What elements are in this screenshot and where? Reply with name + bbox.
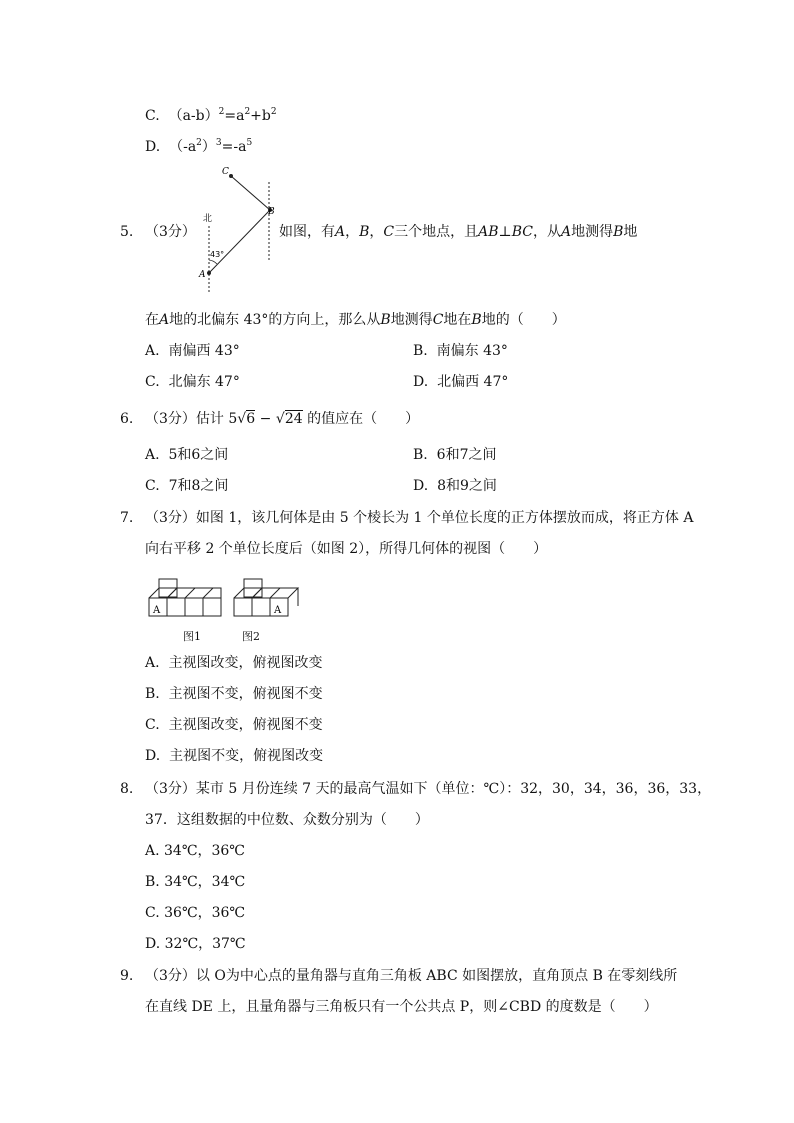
q7-number: 7. [120, 510, 134, 526]
q7-stem-line2: 向右平移 2 个单位长度后（如图 2），所得几何体的视图（ ） [145, 541, 548, 557]
fig2-cube-a-label: A [274, 605, 282, 616]
q9-stem-line2: 在直线 DE 上，且量角器与三角板只有一个公共点 P，则∠CBD 的度数是（ ） [145, 999, 658, 1015]
q5-stem-line2: 在A地的北偏东 43°的方向上，那么从B地测得C地在B地的（ ） [145, 312, 566, 328]
point-c-label: C [222, 167, 229, 177]
q6-number: 6. [120, 411, 134, 427]
q6-option-c[interactable]: C. 7和8之间 [145, 478, 229, 494]
q5-option-d[interactable]: D. 北偏西 47° [413, 374, 509, 390]
q8-option-a[interactable]: A. 34℃，36℃ [145, 843, 245, 859]
q8-option-b[interactable]: B. 34℃，34℃ [145, 874, 246, 890]
q6-option-a[interactable]: A. 5和6之间 [145, 447, 229, 463]
fig1-cube-a-label: A [153, 605, 161, 616]
q8-stem-line1: （3分）某市 5 月份连续 7 天的最高气温如下（单位：℃）：32，30，34，36，36，33， [145, 781, 712, 797]
q8-option-d[interactable]: D. 32℃，37℃ [145, 936, 246, 952]
q6-stem: （3分）估计 5 √ 6 − √ 24 的值应在（ ） [145, 411, 420, 427]
q6-option-d[interactable]: D. 8和9之间 [413, 478, 497, 494]
sqrt-6: √ 6 [237, 411, 256, 427]
q7-option-d[interactable]: D. 主视图不变，俯视图改变 [145, 748, 324, 764]
q9-number: 9. [120, 968, 134, 984]
fig2-caption: 图2 [242, 630, 260, 643]
q5-score: （3分） [145, 224, 196, 240]
sqrt-24: √ 24 [275, 411, 303, 427]
q8-stem-line2: 37．这组数据的中位数、众数分别为（ ） [145, 812, 429, 828]
q7-stem-line1: （3分）如图 1，该几何体是由 5 个棱长为 1 个单位长度的正方体摆放而成，将正方体 A [145, 510, 694, 526]
point-b-label: B [268, 207, 275, 217]
q9-stem-line1: （3分）以 O为中心点的量角器与直角三角板 ABC 如图摆放，直角顶点 B 在零刻线所 [145, 968, 678, 984]
q5-option-c[interactable]: C. 北偏东 47° [145, 374, 240, 390]
q5-option-b[interactable]: B. 南偏东 43° [413, 343, 508, 359]
point-a-label: A [199, 270, 206, 280]
q8-option-c[interactable]: C. 36℃，36℃ [145, 905, 246, 921]
q5-stem-line1: 如图，有A，B，C三个地点，且AB⊥BC，从A地测得B地 [279, 224, 638, 240]
q7-option-a[interactable]: A. 主视图改变，俯视图改变 [145, 655, 323, 671]
north-label: 北 [203, 214, 213, 224]
q4-option-c[interactable]: C. $(a-b)^2=a^2+b^2$ [145, 107, 277, 124]
q6-option-b[interactable]: B. 6和7之间 [413, 447, 497, 463]
q5-option-a[interactable]: A. 南偏西 43° [145, 343, 240, 359]
fig1-caption: 图1 [183, 630, 201, 643]
q8-number: 8. [120, 781, 134, 797]
q7-option-c[interactable]: C. 主视图改变，俯视图不变 [145, 717, 323, 733]
q4-option-d[interactable]: D. $(-a^2)^3=-a^5$ [145, 138, 253, 155]
q7-option-b[interactable]: B. 主视图不变，俯视图不变 [145, 686, 323, 702]
q5-number: 5. [120, 224, 134, 240]
q7-cube-figures [146, 571, 306, 621]
angle-label: 43° [210, 250, 225, 259]
q5-direction-figure [196, 162, 278, 294]
